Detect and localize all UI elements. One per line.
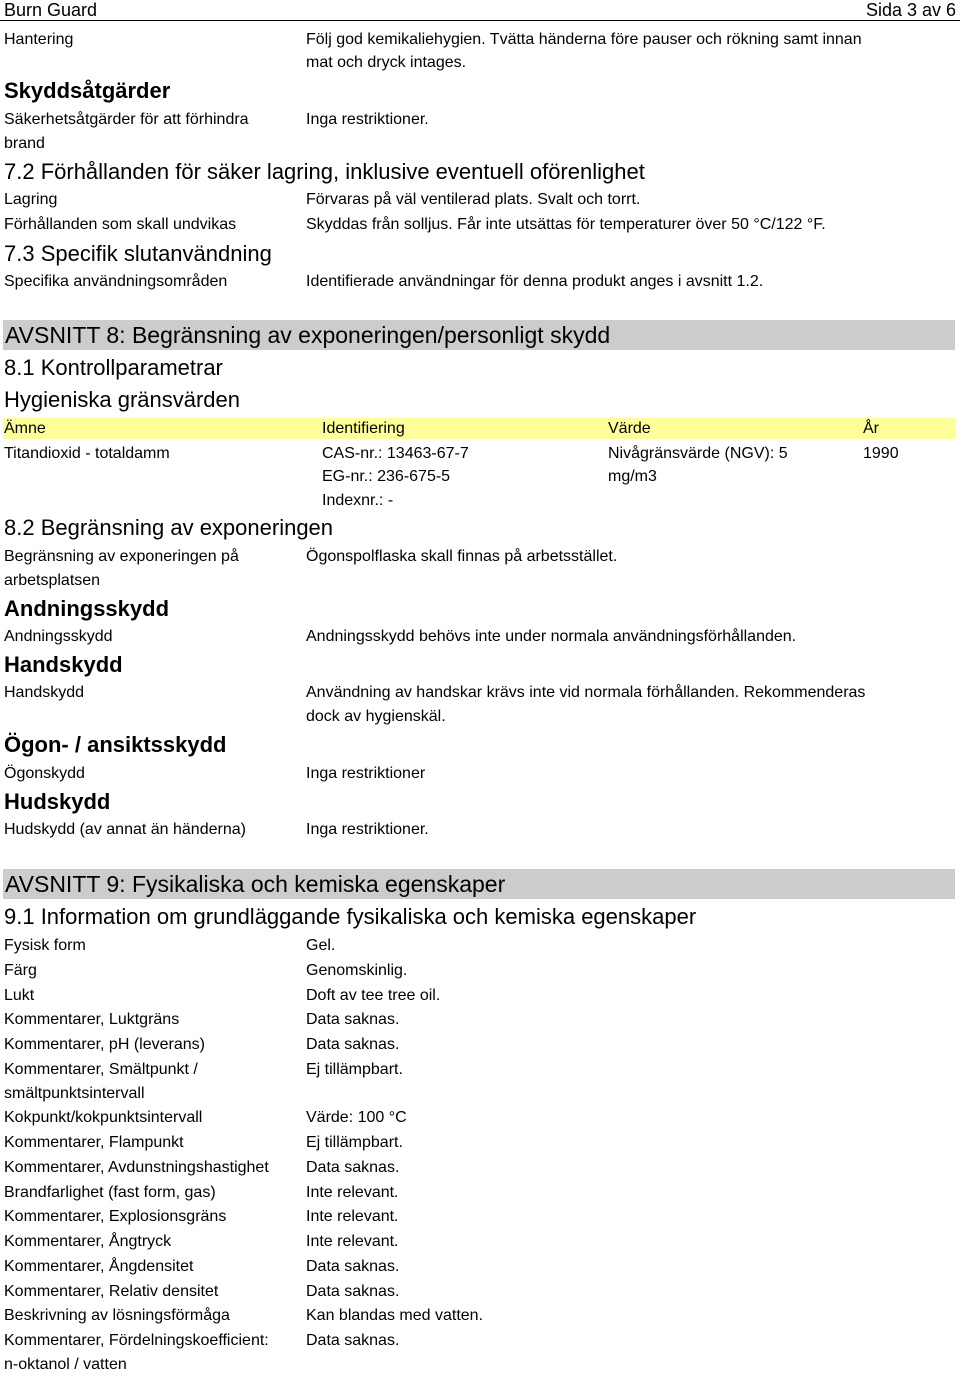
- property-label: Kommentarer, Smältpunkt /: [4, 1061, 198, 1078]
- hygieniska-heading: Hygieniska gränsvärden: [4, 387, 241, 412]
- property-label: Kokpunkt/kokpunktsintervall: [4, 1109, 203, 1126]
- property-label: Färg: [4, 962, 37, 979]
- property-label-continued: smältpunktsintervall: [4, 1085, 145, 1102]
- lagring-label: Lagring: [4, 191, 58, 208]
- section-7-3-heading: 7.3 Specifik slutanvändning: [4, 241, 272, 266]
- cell-id-eg: EG-nr.: 236-675-5: [322, 468, 451, 485]
- section-8-bar: [3, 320, 955, 350]
- andningsskydd-value: Andningsskydd behövs inte under normala användningsförhållanden.: [306, 628, 797, 645]
- cell-ar: 1990: [863, 445, 899, 462]
- handskydd-label: Handskydd: [4, 684, 85, 701]
- property-label: Kommentarer, Ångdensitet: [4, 1258, 194, 1275]
- arbetsplats-label-line-1: Begränsning av exponeringen på: [4, 548, 239, 565]
- ogonskydd-value: Inga restriktioner: [306, 765, 426, 782]
- handskydd-heading: Handskydd: [4, 652, 123, 677]
- property-value: Data saknas.: [306, 1283, 400, 1300]
- property-label: Beskrivning av lösningsförmåga: [4, 1307, 230, 1324]
- property-label: Kommentarer, Fördelningskoefficient:: [4, 1332, 269, 1349]
- section-9-bar: [3, 869, 955, 899]
- page-number: Sida 3 av 6: [865, 0, 956, 20]
- anvandningsomraden-value: Identifierade användningar för denna produkt anges i avsnitt 1.2.: [306, 273, 764, 290]
- property-value: Data saknas.: [306, 1159, 400, 1176]
- handskydd-value-line-2: dock av hygienskäl.: [306, 708, 446, 725]
- property-value: Data saknas.: [306, 1011, 400, 1028]
- col-ar: År: [863, 420, 879, 437]
- arbetsplats-label-line-2: arbetsplatsen: [4, 572, 101, 589]
- limits-table-header: [3, 418, 955, 439]
- property-label: Kommentarer, Ångtryck: [4, 1233, 172, 1250]
- section-8-2-heading: 8.2 Begränsning av exponeringen: [4, 515, 334, 540]
- hudskydd-heading: Hudskydd: [4, 789, 111, 814]
- andningsskydd-heading: Andningsskydd: [4, 596, 170, 621]
- property-value: Kan blandas med vatten.: [306, 1307, 484, 1324]
- property-label: Fysisk form: [4, 937, 86, 954]
- col-identifiering: Identifiering: [322, 420, 405, 437]
- ogonskydd-heading: Ögon- / ansiktsskydd: [4, 732, 227, 757]
- section-7-2-heading: 7.2 Förhållanden för säker lagring, inklusive eventuell oförenlighet: [4, 159, 645, 184]
- brand-label-line-2: brand: [4, 135, 45, 152]
- hudskydd-label: Hudskydd (av annat än händerna): [4, 821, 246, 838]
- product-name: Burn Guard: [4, 0, 98, 20]
- property-label: Kommentarer, Relativ densitet: [4, 1283, 219, 1300]
- property-value: Inte relevant.: [306, 1208, 399, 1225]
- cell-id-cas: CAS-nr.: 13463-67-7: [322, 445, 469, 462]
- hantering-value-line-2: mat och dryck intages.: [306, 54, 467, 71]
- property-value: Data saknas.: [306, 1036, 400, 1053]
- andningsskydd-label: Andningsskydd: [4, 628, 113, 645]
- cell-amne: Titandioxid - totaldamm: [4, 445, 170, 462]
- cell-id-index: Indexnr.: -: [322, 492, 394, 509]
- property-value: Ej tillämpbart.: [306, 1134, 403, 1151]
- hantering-label: Hantering: [4, 31, 74, 48]
- property-value: Inte relevant.: [306, 1233, 399, 1250]
- undvikas-value: Skyddas från solljus. Får inte utsättas för temperaturer över 50 °C/122 °F.: [306, 216, 826, 233]
- property-label: Kommentarer, Flampunkt: [4, 1134, 184, 1151]
- hudskydd-value: Inga restriktioner.: [306, 821, 429, 838]
- col-amne: Ämne: [4, 420, 46, 437]
- section-8-title: AVSNITT 8: Begränsning av exponeringen/personligt skydd: [5, 322, 611, 348]
- hantering-value-line-1: Följ god kemikaliehygien. Tvätta händerna före pauser och rökning samt innan: [306, 31, 862, 48]
- cell-varde-line-2: mg/m3: [608, 468, 657, 485]
- anvandningsomraden-label: Specifika användningsområden: [4, 273, 228, 290]
- section-8-1-heading: 8.1 Kontrollparametrar: [4, 355, 223, 380]
- property-value: Data saknas.: [306, 1332, 400, 1349]
- property-label: Kommentarer, pH (leverans): [4, 1036, 205, 1053]
- section-9-1-heading: 9.1 Information om grundläggande fysikaliska och kemiska egenskaper: [4, 904, 697, 929]
- property-label: Kommentarer, Luktgräns: [4, 1011, 180, 1028]
- property-value: Värde: 100 °C: [306, 1109, 407, 1126]
- property-label: Kommentarer, Explosionsgräns: [4, 1208, 227, 1225]
- property-value: Data saknas.: [306, 1258, 400, 1275]
- property-label: Kommentarer, Avdunstningshastighet: [4, 1159, 269, 1176]
- brand-label-line-1: Säkerhetsåtgärder för att förhindra: [4, 111, 249, 128]
- property-label-continued: n-oktanol / vatten: [4, 1356, 127, 1373]
- property-value: Doft av tee tree oil.: [306, 987, 441, 1004]
- header-divider: [0, 20, 960, 21]
- arbetsplats-value: Ögonspolflaska skall finnas på arbetsstället.: [306, 548, 618, 565]
- property-value: Genomskinlig.: [306, 962, 408, 979]
- section-9-title: AVSNITT 9: Fysikaliska och kemiska egenskaper: [5, 871, 506, 897]
- undvikas-label: Förhållanden som skall undvikas: [4, 216, 237, 233]
- skyddsatgarder-heading: Skyddsåtgärder: [4, 78, 171, 103]
- col-varde: Värde: [608, 420, 651, 437]
- property-value: Gel.: [306, 937, 336, 954]
- property-value: Ej tillämpbart.: [306, 1061, 403, 1078]
- lagring-value: Förvaras på väl ventilerad plats. Svalt och torrt.: [306, 191, 641, 208]
- handskydd-value-line-1: Användning av handskar krävs inte vid normala förhållanden. Rekommenderas: [306, 684, 866, 701]
- ogonskydd-label: Ögonskydd: [4, 765, 85, 782]
- property-label: Brandfarlighet (fast form, gas): [4, 1184, 216, 1201]
- property-label: Lukt: [4, 987, 35, 1004]
- brand-value: Inga restriktioner.: [306, 111, 429, 128]
- cell-varde-line-1: Nivågränsvärde (NGV): 5: [608, 445, 788, 462]
- property-value: Inte relevant.: [306, 1184, 399, 1201]
